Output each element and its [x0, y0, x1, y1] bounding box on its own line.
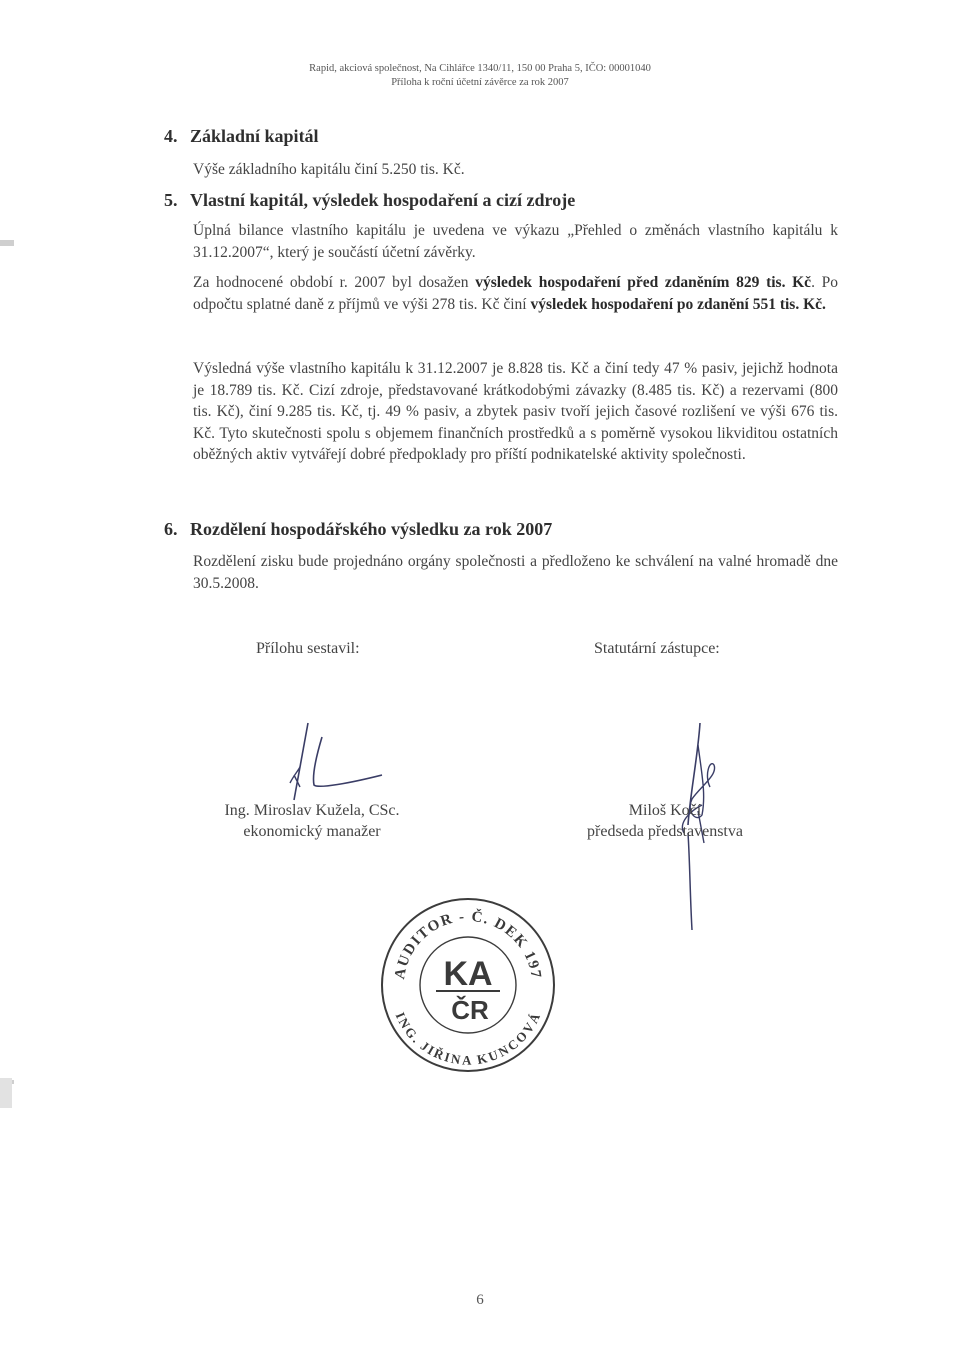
- handwritten-signature-left: [250, 705, 390, 805]
- header-subtitle-line: Příloha k roční účetní závěrce za rok 2007: [391, 77, 569, 88]
- paragraph-text: Za hodnocené období r. 2007 byl dosažen: [193, 274, 476, 291]
- signatory-left-role: ekonomický manažer: [243, 823, 381, 840]
- paragraph-bold-text: výsledek hospodaření po zdanění 551 tis. Kč.: [530, 295, 826, 313]
- signatory-right: [545, 800, 785, 842]
- scan-edge-mark: [0, 1078, 12, 1108]
- paragraph-result: [193, 272, 838, 315]
- paragraph: Výsledná výše vlastního kapitálu k 31.12.2007 je 8.828 tis. Kč a činí tedy 47 % pasiv, jejichž hodnota je 18.789 tis. Kč. Cizí zdroje, představované krátkodobými závazky (8.485 tis. Kč) a rezervami (800 tis. Kč), činí 9.285 tis. Kč, tj. 49 % pasiv, a zbytek pasiv tvoří jejich časové rozlišení ve výši 676 tis. Kč. Tyto skutečnosti spolu s objemem finančních prostředků a s poměrně vysokou likviditou ostatních oběžných aktiv vytvářejí dobré předpoklady pro příští podnikatelské aktivity společnosti.: [193, 360, 838, 463]
- signatory-left: [192, 800, 432, 842]
- section-heading-5: [164, 190, 575, 211]
- section-title: Vlastní kapitál, výsledek hospodaření a cizí zdroje: [190, 190, 576, 210]
- section-number: 5.: [164, 190, 178, 210]
- paragraph: Úplná bilance vlastního kapitálu je uvedena ve výkazu „Přehled o změnách vlastního kapitálu k 31.12.2007“, který je součástí účetní závěrky.: [193, 222, 838, 261]
- signatory-right-role: předseda představenstva: [587, 823, 743, 840]
- stamp-center-bottom: ČR: [451, 995, 489, 1025]
- section-title: Základní kapitál: [190, 126, 319, 146]
- section-heading-6: [164, 519, 552, 540]
- stamp-center-top: KA: [443, 955, 493, 993]
- paragraph: Výše základního kapitálu činí 5.250 tis. Kč.: [193, 161, 465, 178]
- signature-label-statutory-rep: Statutární zástupce:: [594, 640, 720, 657]
- paragraph-text: . Po odpočtu splatné daně z příjmů ve výši 278 tis. Kč činí: [193, 274, 838, 313]
- page-header: [0, 62, 960, 90]
- stamp-bottom-text: ING. JIŘINA KUNCOVÁ: [392, 1009, 544, 1068]
- paragraph-bold-text: výsledek hospodaření před zdaněním 829 tis. Kč: [475, 274, 812, 291]
- signature-label-compiled-by: Přílohu sestavil:: [256, 640, 360, 657]
- section-number: 4.: [164, 126, 178, 146]
- page-number: 6: [476, 1292, 484, 1308]
- section-number: 6.: [164, 519, 178, 539]
- stamp-top-text: AUDITOR - Č. DEK 197: [392, 908, 544, 981]
- signatory-right-name: Miloš Kočí: [628, 802, 702, 819]
- signatory-left-name: Ing. Miroslav Kužela, CSc.: [224, 802, 400, 819]
- header-company-line: Rapid, akciová společnost, Na Cihlářce 1340/11, 150 00 Praha 5, IČO: 00001040: [309, 63, 651, 74]
- section-heading-4: [164, 126, 319, 147]
- paragraph: Rozdělení zisku bude projednáno orgány společnosti a předloženo ke schválení na valné hromadě dne 30.5.2008.: [193, 553, 838, 592]
- section-title: Rozdělení hospodářského výsledku za rok 2007: [190, 519, 553, 539]
- auditor-stamp: [378, 895, 558, 1075]
- scan-edge-mark: [0, 240, 14, 246]
